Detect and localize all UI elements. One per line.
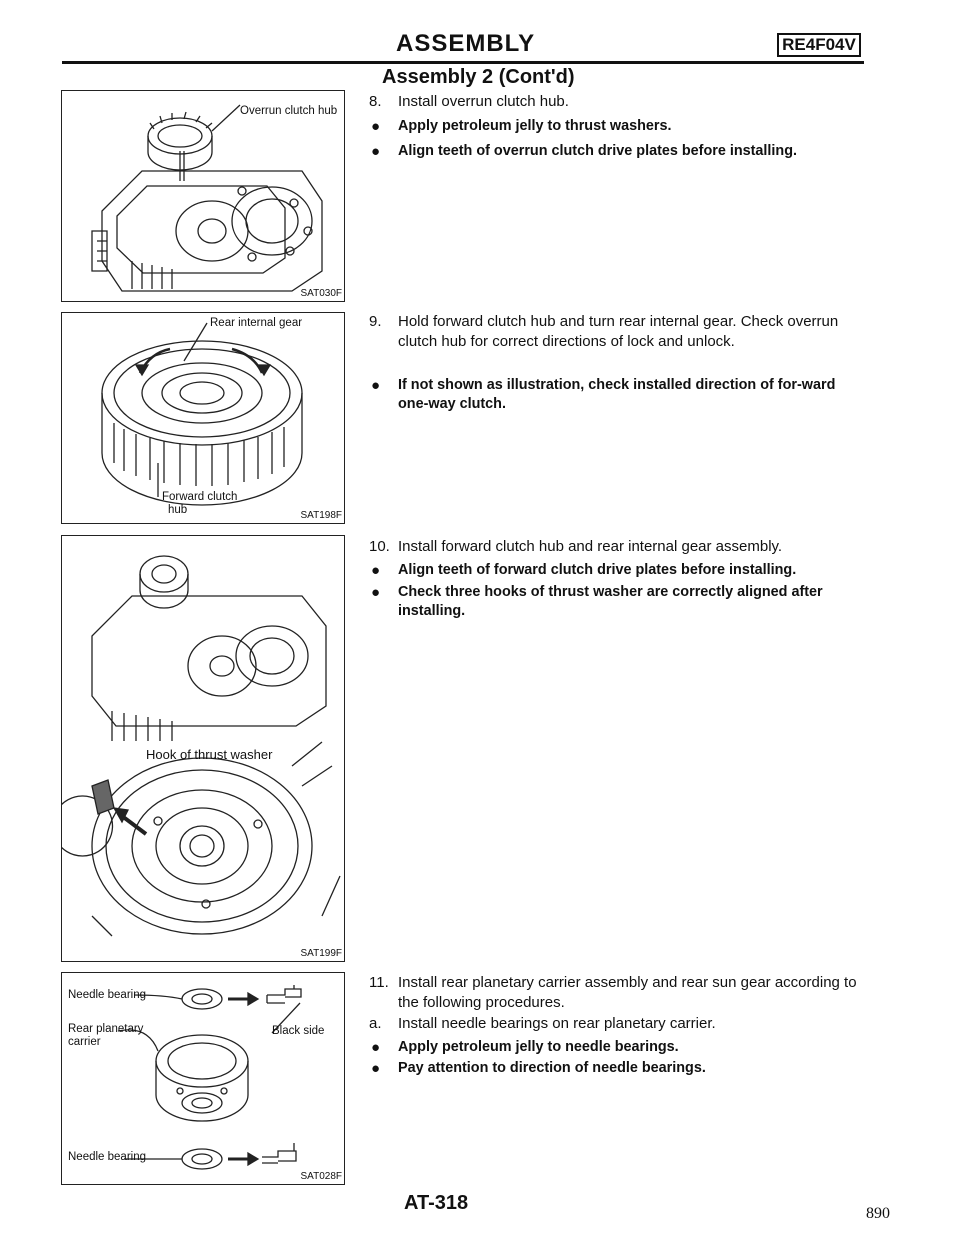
step-11-substep-a	[369, 1014, 869, 1034]
substep-text: Install needle bearings on rear planetary carrier.	[398, 1015, 716, 1032]
figure-rear-internal-gear	[61, 312, 345, 524]
step-9-bullet-1	[369, 376, 869, 414]
substep-letter: a.	[369, 1015, 382, 1032]
step-number: 8.	[369, 93, 382, 110]
step-text: Install rear planetary carrier assembly and rear sun gear according to the following procedures.	[398, 974, 857, 1011]
bullet-text: Apply petroleum jelly to thrust washers.	[398, 118, 672, 134]
bullet-dot: ●	[371, 377, 381, 394]
step-10-bullet-1	[369, 561, 869, 580]
step-9	[369, 312, 869, 352]
figure-code: SAT198F	[300, 510, 342, 521]
label-forward-clutch: Forward clutch	[162, 491, 238, 503]
step-8	[369, 92, 869, 112]
label-rear-internal-gear: Rear internal gear	[210, 317, 303, 329]
header-rule	[62, 61, 864, 64]
step-text: Install overrun clutch hub.	[398, 93, 569, 110]
figure-overrun-clutch-hub	[61, 90, 345, 302]
step-number: 10.	[369, 538, 390, 555]
step-11	[369, 973, 869, 1013]
figure-code: SAT199F	[300, 948, 342, 959]
bullet-text: Apply petroleum jelly to needle bearings.	[398, 1039, 679, 1055]
bullet-dot: ●	[371, 118, 381, 135]
step-text: Install forward clutch hub and rear internal gear assembly.	[398, 538, 783, 555]
overrun-clutch-hub-illustration	[62, 91, 345, 302]
step-number: 11.	[369, 974, 389, 991]
bullet-dot: ●	[371, 584, 381, 601]
step-8-bullet-1	[369, 117, 869, 136]
page-code: AT-318	[404, 1192, 469, 1214]
step-10-bullet-2	[369, 583, 869, 621]
figure-code: SAT030F	[300, 288, 342, 299]
label-rear-planetary: Rear planetary	[68, 1023, 144, 1035]
label-carrier: carrier	[68, 1036, 101, 1048]
figure-code: SAT028F	[300, 1171, 342, 1182]
label-forward-clutch-hub: hub	[168, 504, 188, 516]
step-10	[369, 537, 869, 557]
bullet-dot: ●	[371, 562, 381, 579]
step-11-bullet-1	[369, 1038, 869, 1057]
bullet-dot: ●	[371, 143, 381, 160]
bullet-text: Align teeth of forward clutch drive plates before installing.	[398, 562, 797, 578]
section-title: Assembly 2 (Cont'd)	[382, 66, 575, 88]
label-hook-of-thrust-washer: Hook of thrust washer	[146, 747, 273, 762]
figure-hook-of-thrust-washer	[61, 535, 345, 962]
bullet-dot: ●	[371, 1039, 381, 1056]
bullet-text: Align teeth of overrun clutch drive plates before installing.	[398, 143, 798, 159]
step-text: Hold forward clutch hub and turn rear internal gear. Check overrun clutch hub for correct directions of lock and unlock.	[398, 313, 839, 350]
page-number: 890	[866, 1205, 890, 1222]
step-11-bullet-2	[369, 1059, 869, 1078]
bullet-text: Pay attention to direction of needle bearings.	[398, 1060, 706, 1076]
bullet-text: Check three hooks of thrust washer are correctly aligned after installing.	[398, 584, 823, 619]
model-code-badge: RE4F04V	[777, 33, 861, 57]
label-overrun-clutch-hub: Overrun clutch hub	[240, 105, 338, 117]
bullet-text: If not shown as illustration, check installed direction of for-ward one-way clutch.	[398, 377, 836, 412]
step-8-bullet-2	[369, 142, 869, 161]
label-black-side: Black side	[272, 1025, 325, 1037]
figure-needle-bearings	[61, 972, 345, 1185]
page-header-title: ASSEMBLY	[396, 30, 536, 57]
step-number: 9.	[369, 313, 382, 330]
bullet-dot: ●	[371, 1060, 381, 1077]
label-needle-bearing-top: Needle bearing	[68, 989, 147, 1001]
label-needle-bearing-bottom: Needle bearing	[68, 1151, 147, 1163]
